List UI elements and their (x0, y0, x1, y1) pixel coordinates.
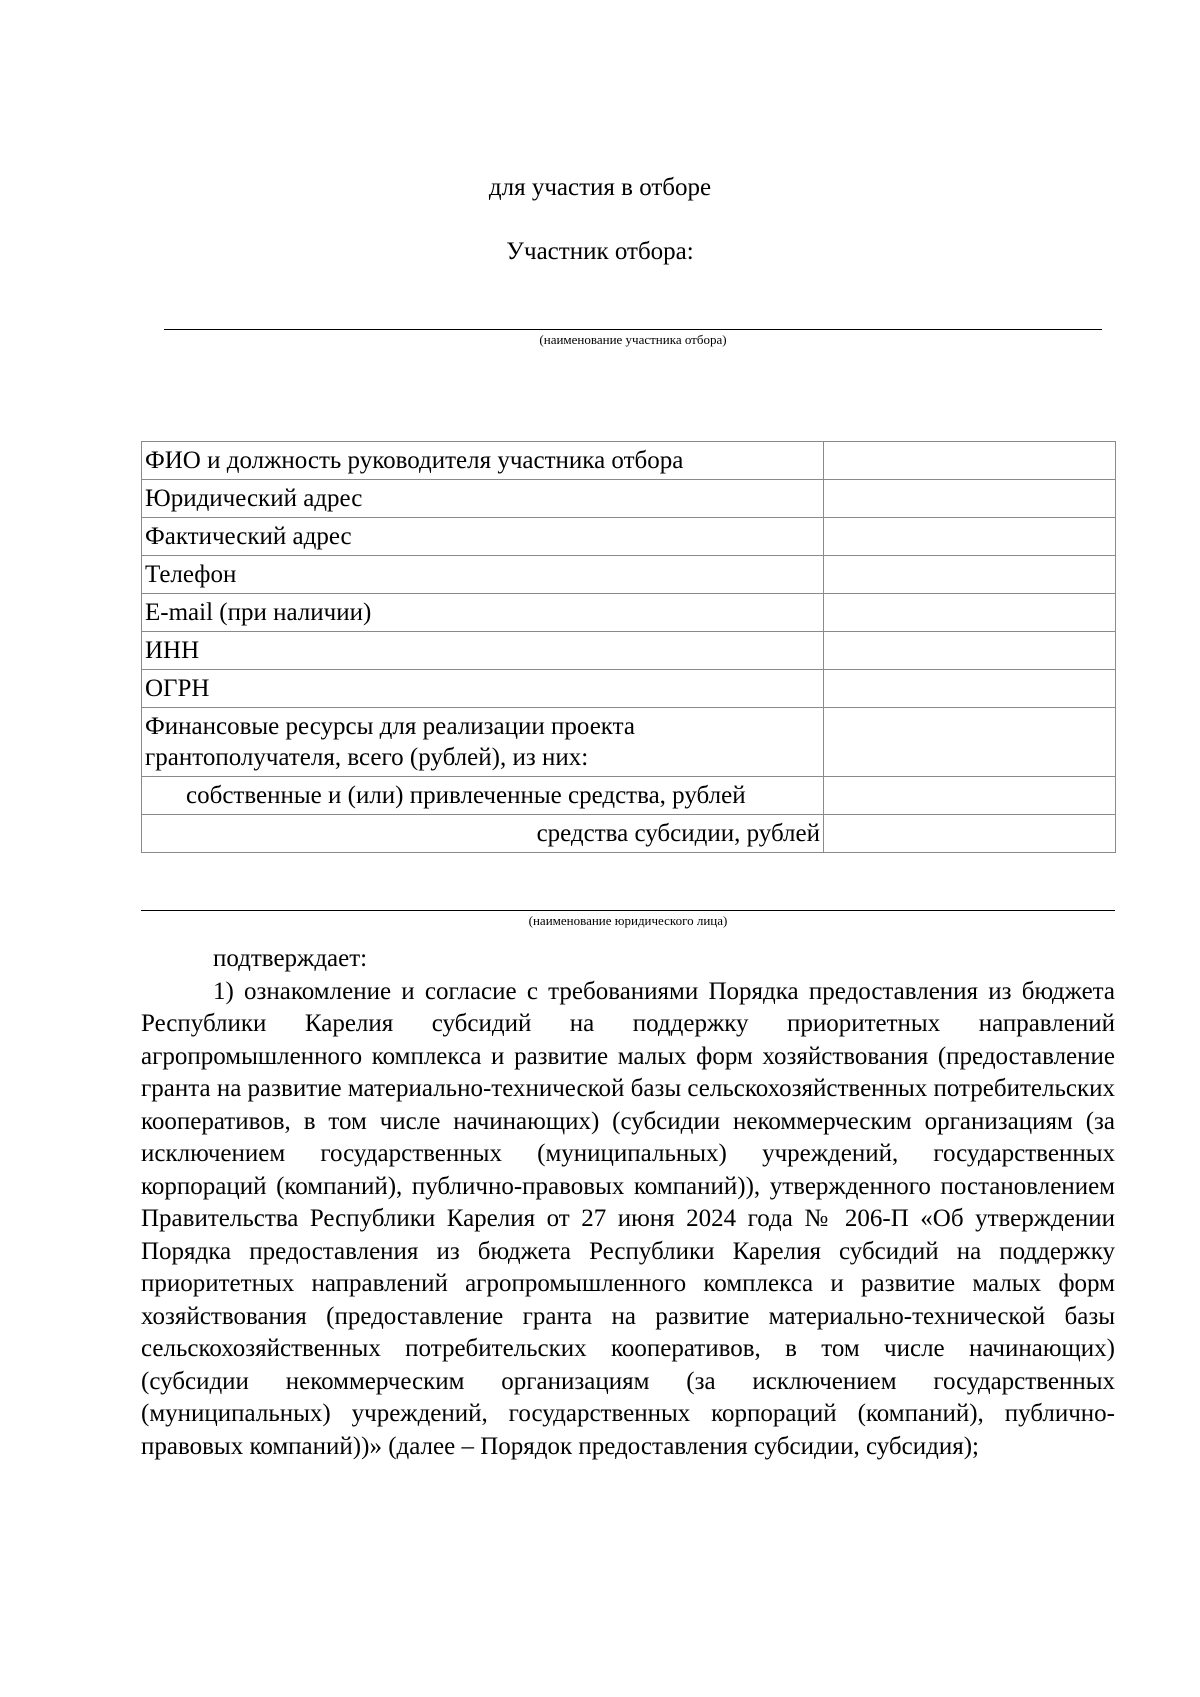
participant-name-caption: (наименование участника отбора) (539, 332, 727, 347)
table-row (142, 442, 1116, 480)
row-value-own-funds (824, 777, 1116, 815)
row-value-legal-address (824, 480, 1116, 518)
participant-info-table (141, 441, 1116, 853)
table-row (142, 670, 1116, 708)
table-row (142, 480, 1116, 518)
row-label-financial-resources: Финансовые ресурсы для реализации проекта грантополучателя, всего (рублей), из них: (142, 708, 824, 777)
legal-entity-name-caption: (наименование юридического лица) (528, 913, 728, 928)
table-row (142, 556, 1116, 594)
row-label-phone: Телефон (142, 556, 824, 594)
row-value-phone (824, 556, 1116, 594)
row-label-inn: ИНН (142, 632, 824, 670)
header-line-1: для участия в отборе (488, 174, 712, 201)
item-1-paragraph: 1) ознакомление и согласие с требованиями Порядка предоставления из бюджета Республики Карелия субсидий на поддержку приоритетных направлений агропромышленного комплекса и развитие малых форм хозяйствования (предоставление гранта на развитие материально-технической базы сельскохозяйственных потребительских кооперативов, в том числе начинающих) (субсидии некоммерческим организациям (за исключением государственных (муниципальных) учреждений, государственных корпораций (компаний), публично-правовых компаний)), утвержденного постановлением Правительства Республики Карелия от 27 июня 2024 года № 206-П «Об утверждении Порядка предоставления из бюджета Республики Карелия субсидий на поддержку приоритетных направлений агропромышленного комплекса и развитие малых форм хозяйствования (предоставление гранта на развитие материально-технической базы сельскохозяйственных потребительских кооперативов, в том числе начинающих) (субсидии некоммерческим организациям (за исключением государственных (муниципальных) учреждений, государственных корпораций (компаний), публично-правовых компаний))» (далее – Порядок предоставления субсидии, субсидия); (141, 977, 1115, 1460)
confirms-paragraph: подтверждает: (213, 945, 368, 972)
table-row (142, 594, 1116, 632)
row-label-legal-address: Юридический адрес (142, 480, 824, 518)
row-label-actual-address: Фактический адрес (142, 518, 824, 556)
row-label-email: E-mail (при наличии) (142, 594, 824, 632)
row-value-head (824, 442, 1116, 480)
row-value-email (824, 594, 1116, 632)
row-value-financial-resources (824, 708, 1116, 777)
row-label-ogrn: ОГРН (142, 670, 824, 708)
table-row (142, 708, 1116, 777)
row-label-subsidy-funds: средства субсидии, рублей (142, 815, 824, 853)
row-value-inn (824, 632, 1116, 670)
row-value-actual-address (824, 518, 1116, 556)
table-row (142, 632, 1116, 670)
row-label-head: ФИО и должность руководителя участника отбора (142, 442, 824, 480)
row-value-subsidy-funds (824, 815, 1116, 853)
confirmation-text (141, 943, 1115, 1463)
row-value-ogrn (824, 670, 1116, 708)
header-line-2: Участник отбора: (506, 238, 694, 265)
table-row (142, 777, 1116, 815)
table-row (142, 815, 1116, 853)
table-row (142, 518, 1116, 556)
participant-name-line (164, 329, 1102, 330)
row-label-own-funds: собственные и (или) привлеченные средства, рублей (142, 777, 824, 815)
legal-entity-name-line (141, 910, 1115, 911)
